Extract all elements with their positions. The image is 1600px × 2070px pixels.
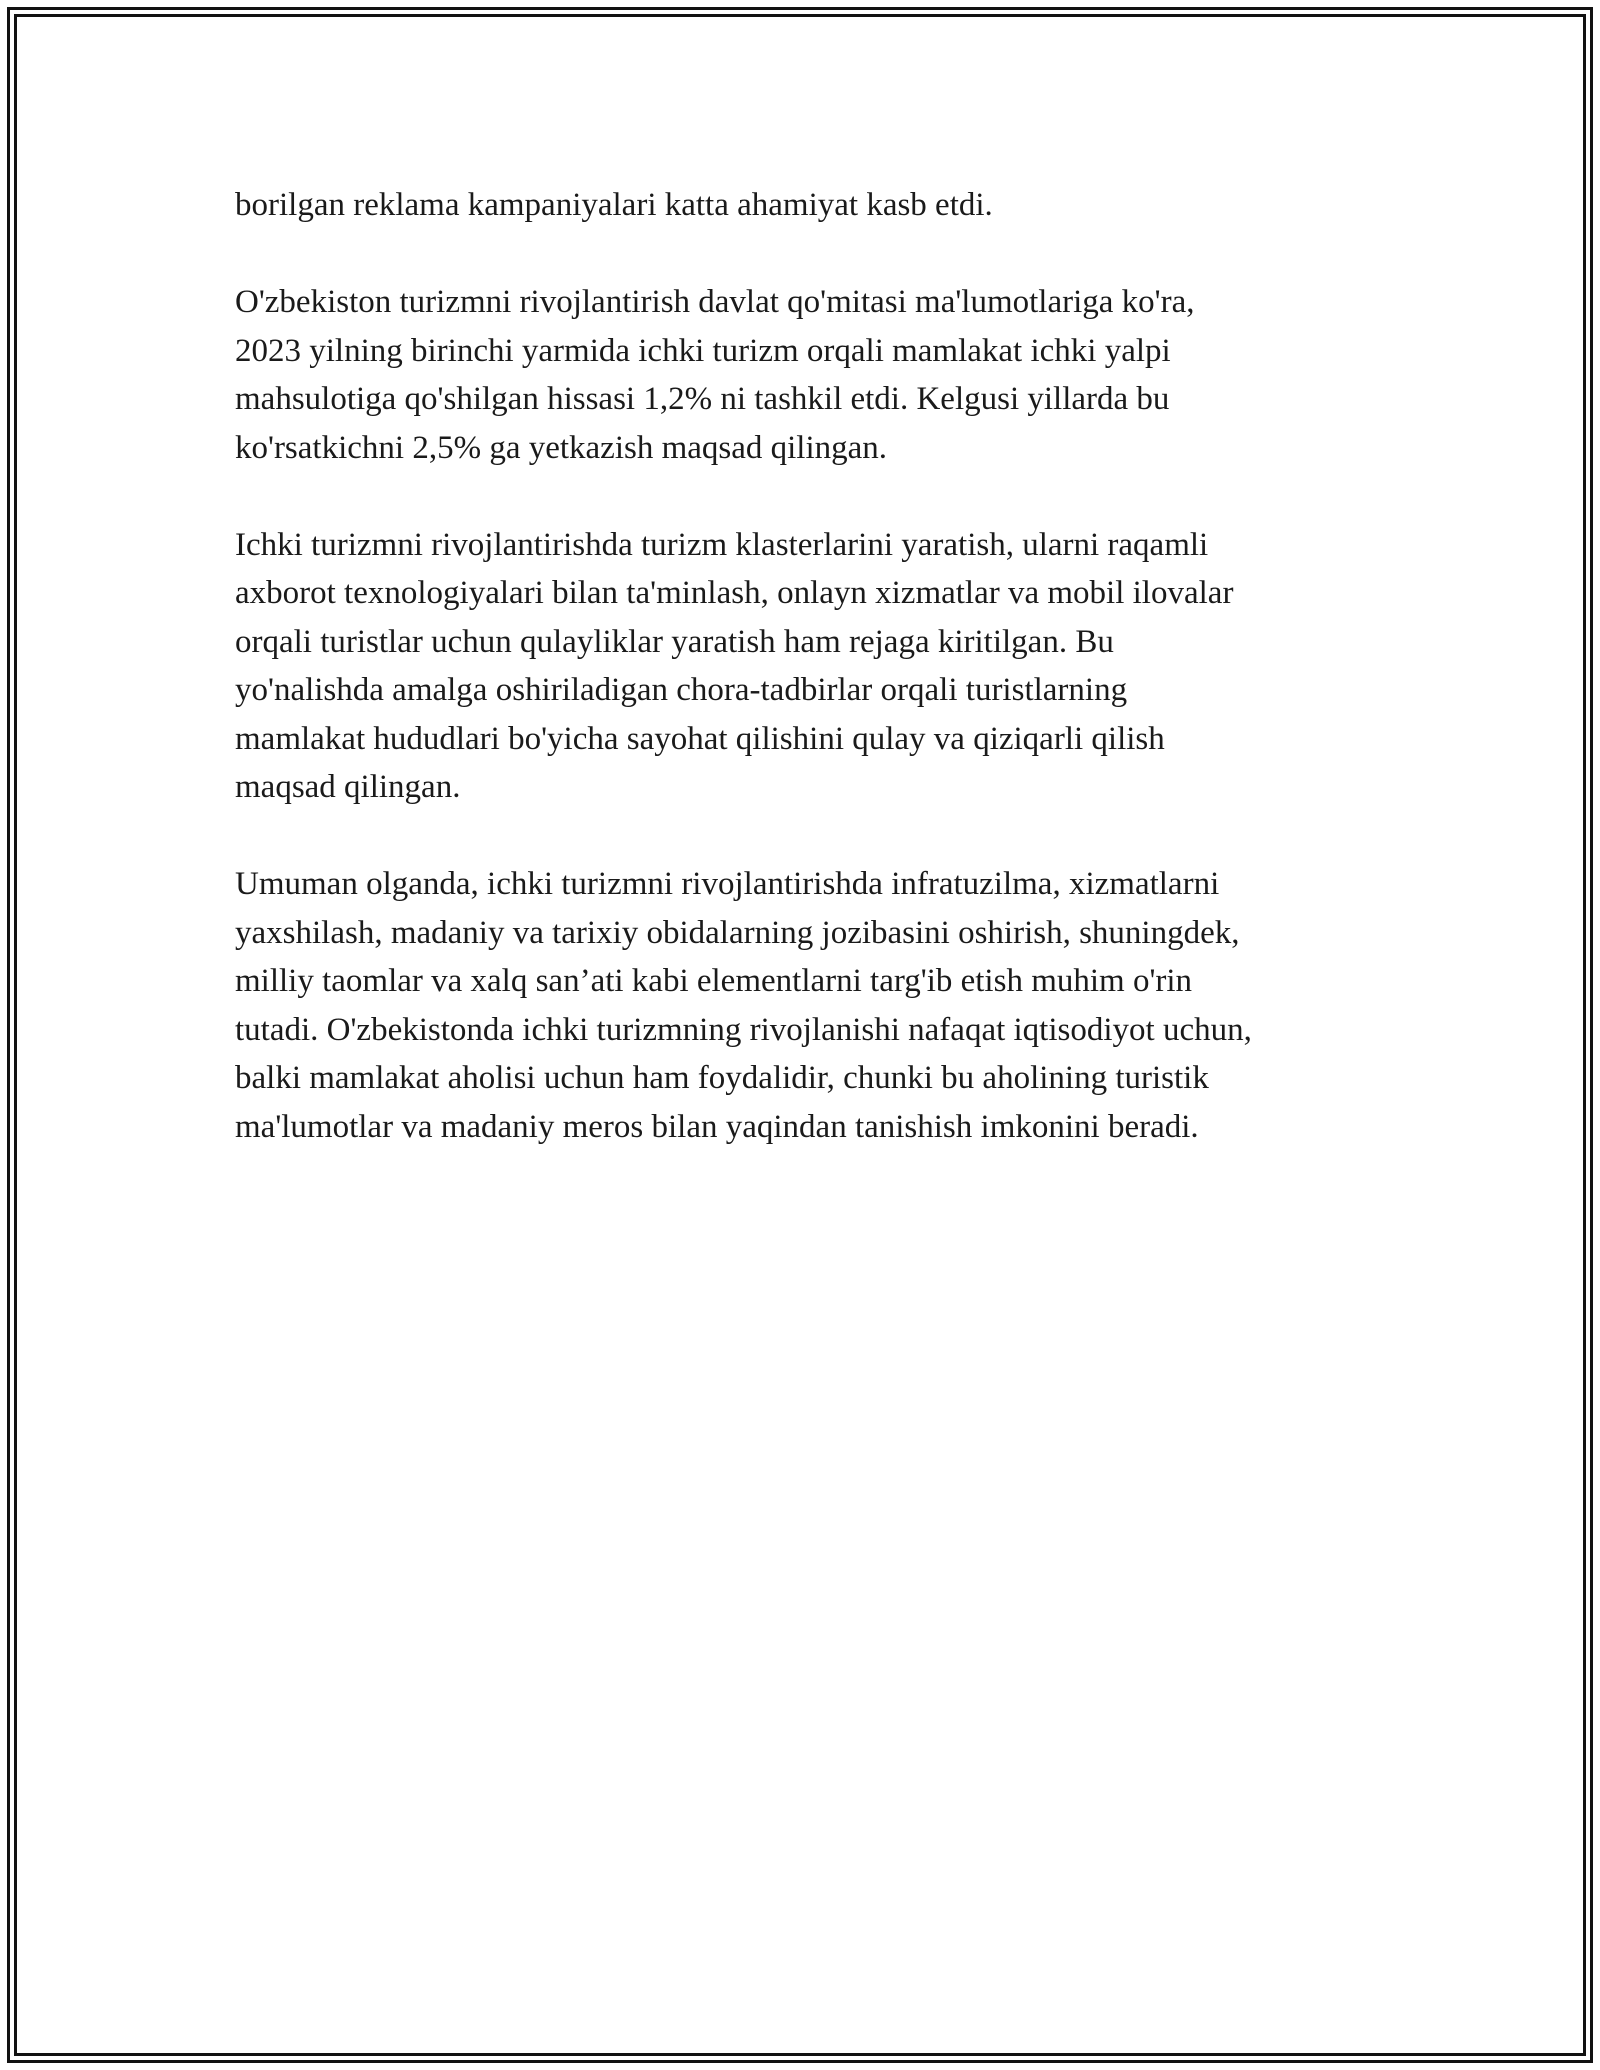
paragraph-gdp-contribution: O'zbekiston turizmni rivojlantirish davlat qo'mitasi ma'lumotlariga ko'ra, 2023 yilning birinchi yarmida ichki turizm orqali mamlakat ichki yalpi mahsulotiga qo'shilgan hissasi 1,2% ni tashkil etdi. Kelgusi yillarda bu ko'rsatkichni 2,5% ga yetkazish maqsad qilingan. (235, 284, 1195, 466)
document-body (235, 181, 1385, 1200)
paragraph-continuation: borilgan reklama kampaniyalari katta ahamiyat kasb etdi. (235, 187, 993, 223)
paragraph-conclusion: Umuman olganda, ichki turizmni rivojlantirishda infratuzilma, xizmatlarni yaxshilash, madaniy va tarixiy obidalarning jozibasini oshirish, shuningdek, milliy taomlar va xalq san’ati kabi elementlarni targ'ib etish muhim o'rin tutadi. O'zbekistonda ichki turizmning rivojlanishi nafaqat iqtisodiyot uchun, balki mamlakat aholisi uchun ham foydalidir, chunki bu aholining turistik ma'lumotlar va madaniy meros bilan yaqindan tanishish imkonini beradi. (235, 866, 1252, 1145)
paragraph-tourism-clusters: Ichki turizmni rivojlantirishda turizm klasterlarini yaratish, ularni raqamli axborot texnologiyalari bilan ta'minlash, onlayn xizmatlar va mobil ilovalar orqali turistlar uchun qulayliklar yaratish ham rejaga kiritilgan. Bu yo'nalishda amalga oshiriladigan chora-tadbirlar orqali turistlarning mamlakat hududlari bo'yicha sayohat qilishini qulay va qiziqarli qilish maqsad qilingan. (235, 526, 1234, 805)
